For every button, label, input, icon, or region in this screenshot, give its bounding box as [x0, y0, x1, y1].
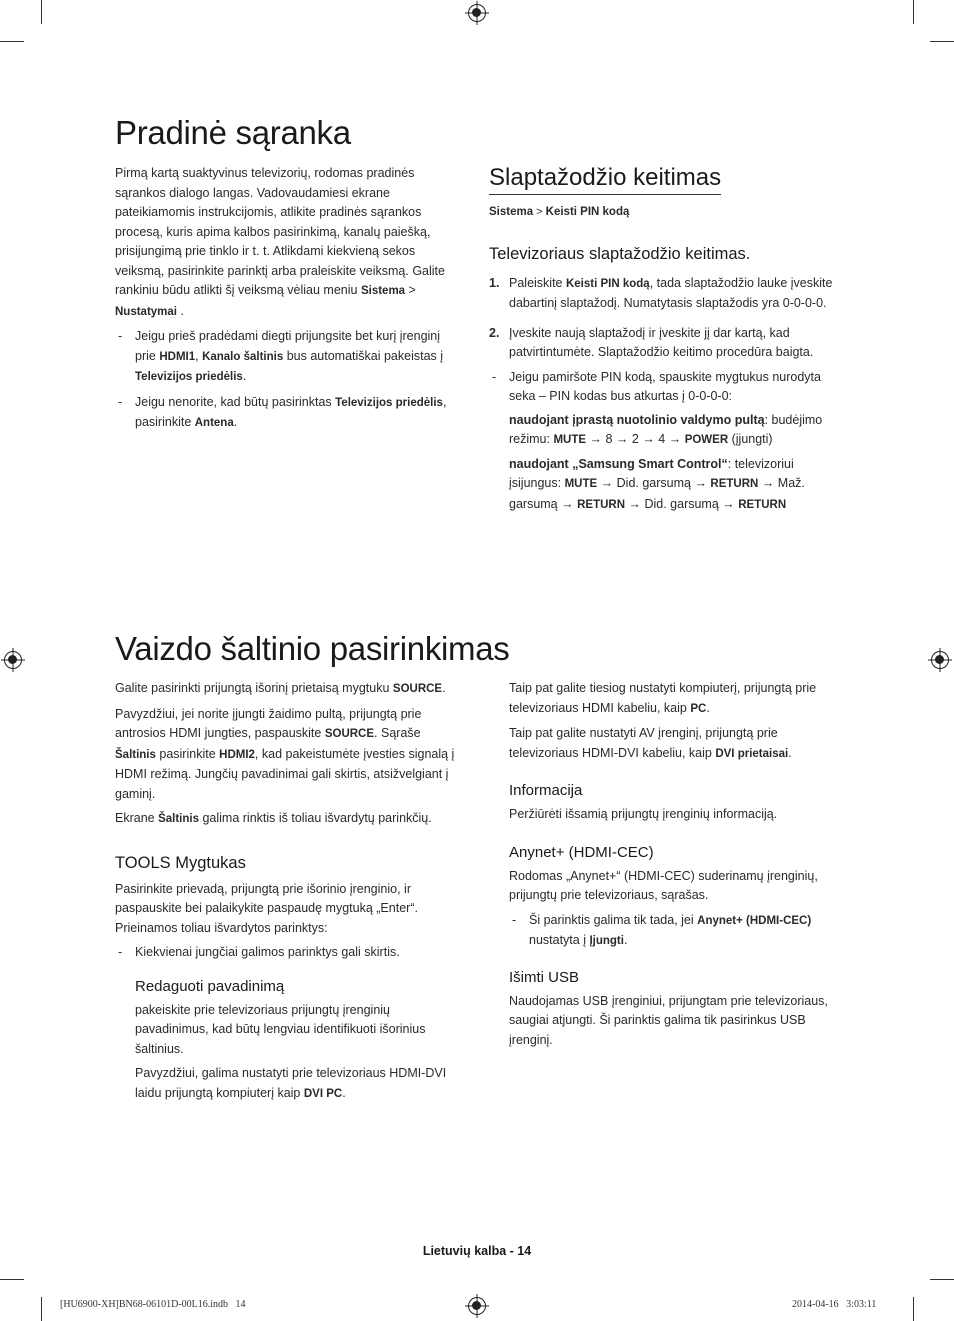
crop-mark-icon	[930, 1279, 954, 1280]
breadcrumb: Sistema > Keisti PIN kodą	[489, 206, 630, 218]
edit-name-example: Pavyzdžiui, galima nustatyti prie televizoriaus HDMI-DVI laidu prijungtą kompiuterį kaip DVI PC.	[135, 1066, 447, 1100]
info-text: Peržiūrėti išsamią prijungtų įrenginių informaciją.	[509, 807, 778, 821]
page-title-initial-setup: Pradinė sąranka	[115, 114, 351, 151]
edit-name-block	[115, 977, 460, 1105]
section-source-left	[115, 679, 460, 1104]
registration-mark-icon	[468, 1297, 486, 1315]
timestamp: 2014-04-16 3:03:11	[792, 1299, 877, 1310]
right-paragraph-1: Taip pat galite tiesiog nustatyti kompiuterį, prijungtą prie televizoriaus HDMI kabeliu, kaip PC.	[509, 681, 817, 715]
step-2: 2. Įveskite naują slaptažodį ir įveskite jį dar kartą, kad patvirtintumėte. Slaptažodžio keitimo procedūra baigta.	[489, 325, 814, 359]
remote-sequence: naudojant įprastą nuotolinio valdymo pultą: budėjimo režimu: MUTE → 8 → 2 → 4 → POWER (įjungti)	[509, 412, 823, 446]
file-info: [HU6900-XH]BN68-06101D-00L16.indb 14	[60, 1299, 246, 1310]
registration-mark-icon	[468, 4, 486, 22]
remove-usb-title: Išimti USB	[509, 968, 580, 986]
note-forgot-pin: - Jeigu pamiršote PIN kodą, spauskite mygtukus nurodyta seka – PIN kodas bus atkurtas į 0-0-0-0:	[489, 368, 844, 407]
menu-path-settings: Nustatymai	[115, 305, 177, 318]
intro-paragraph: Pirmą kartą suaktyvinus televizorių, rodomas pradinės sąrankos dialogo langas. Vadovaudamiesi ekrane pateikiamomis instrukcijomis, atlikite pradinės sąrankos procesą, kuris apima kalbos pasirinkimą, kanalų paiešką, prisijungimą prie tinklo ir t. t. Atlikdami kiekvieną sekos veiksmą, pasirinkite parinktį arba praleiskite veiksmą. Galite rankiniu būdu atlikti šį veiksmą vėliau meniu Sistema > Nustatymai .	[115, 166, 445, 318]
crop-mark-icon	[41, 0, 42, 24]
menu-path-system: Sistema	[360, 285, 406, 297]
smart-control-sequence: naudojant „Samsung Smart Control“: televizoriui įsijungus: MUTE → Did. garsumą → RETURN → Maž. garsumą → RETURN → Did. garsumą → RETURN	[509, 456, 805, 511]
section-initial-setup	[115, 164, 460, 434]
section-title-password: Slaptažodžio keitimas	[489, 163, 721, 195]
note-hdmi1: - Jeigu prieš pradėdami diegti prijungsite bet kurį įrenginį prie HDMI1, Kanalo šaltinis bus automatiškai pakeistas į Televizijos priedėlis.	[115, 327, 460, 388]
info-title: Informacija	[509, 782, 583, 799]
step-1: 1. Paleiskite Keisti PIN kodą, tada slaptažodžio lauke įveskite dabartinį slaptažodį. Numatytasis slaptažodis yra 0-0-0-0.	[489, 275, 833, 310]
anynet-note: - Ši parinktis galima tik tada, jei Anynet+ (HDMI-CEC) nustatyta į Įjungti.	[509, 911, 844, 952]
note-antenna: - Jeigu nenorite, kad būtų pasirinktas Televizijos priedėlis, pasirinkite Antena.	[115, 393, 460, 434]
crop-mark-icon	[913, 1297, 914, 1321]
page-number: Lietuvių kalba - 14	[422, 1244, 532, 1258]
section-source-right	[509, 679, 844, 1050]
crop-mark-icon	[930, 41, 954, 42]
crop-mark-icon	[913, 0, 914, 24]
tools-note: - Kiekvienai jungčiai galimos parinktys gali skirtis.	[115, 943, 460, 963]
edit-name-text: pakeiskite prie televizoriaus prijungtų įrenginių pavadinimus, kad būtų lengviau identifikuoti išorinius šaltinius.	[135, 1002, 426, 1056]
tools-text: Pasirinkite prievadą, prijungtą prie išorinio įrenginio, ir paspauskite bei palaikykite paspaudę mygtuką „Enter“. Prieinamos toliau išvardytos parinktys:	[115, 881, 418, 935]
registration-mark-icon	[4, 651, 22, 669]
source-paragraph-1: Galite pasirinkti prijungtą išorinį prietaisą mygtuku SOURCE.	[115, 681, 446, 695]
registration-mark-icon	[931, 651, 949, 669]
tools-title: TOOLS Mygtukas	[115, 853, 246, 872]
anynet-text: Rodomas „Anynet+“ (HDMI-CEC) suderinamų įrenginių, prijungtų prie televizoriaus, sąrašas.	[509, 868, 818, 902]
crop-mark-icon	[0, 41, 24, 42]
page-title-source: Vaizdo šaltinio pasirinkimas	[115, 630, 510, 667]
right-paragraph-2: Taip pat galite nustatyti AV įrenginį, prijungtą prie televizoriaus HDMI-DVI kabeliu, kaip DVI prietaisai.	[509, 726, 792, 760]
edit-name-title: Redaguoti pavadinimą	[135, 977, 285, 995]
source-paragraph-2: Pavyzdžiui, jei norite įjungti žaidimo pultą, prijungtą prie antrosios HDMI jungties, paspauskite SOURCE. Sąraše Šaltinis pasirinkite HDMI2, kad pakeistumėte įvesties signalą į HDMI režimą. Jungčių pavadinimai gali skirtis, atsižvelgiant į gaminį.	[115, 706, 455, 801]
section-password-change	[489, 163, 844, 515]
anynet-title: Anynet+ (HDMI-CEC)	[509, 843, 654, 861]
crop-mark-icon	[0, 1279, 24, 1280]
remove-usb-text: Naudojamas USB įrenginiui, prijungtam prie televizoriaus, saugiai atjungti. Ši parinktis galima tik pasirinkus USB įrenginį.	[509, 993, 828, 1047]
subtitle-tv-password: Televizoriaus slaptažodžio keitimas.	[489, 244, 751, 263]
source-paragraph-3: Ekrane Šaltinis galima rinktis iš toliau išvardytų parinkčių.	[115, 811, 432, 825]
crop-mark-icon	[41, 1297, 42, 1321]
